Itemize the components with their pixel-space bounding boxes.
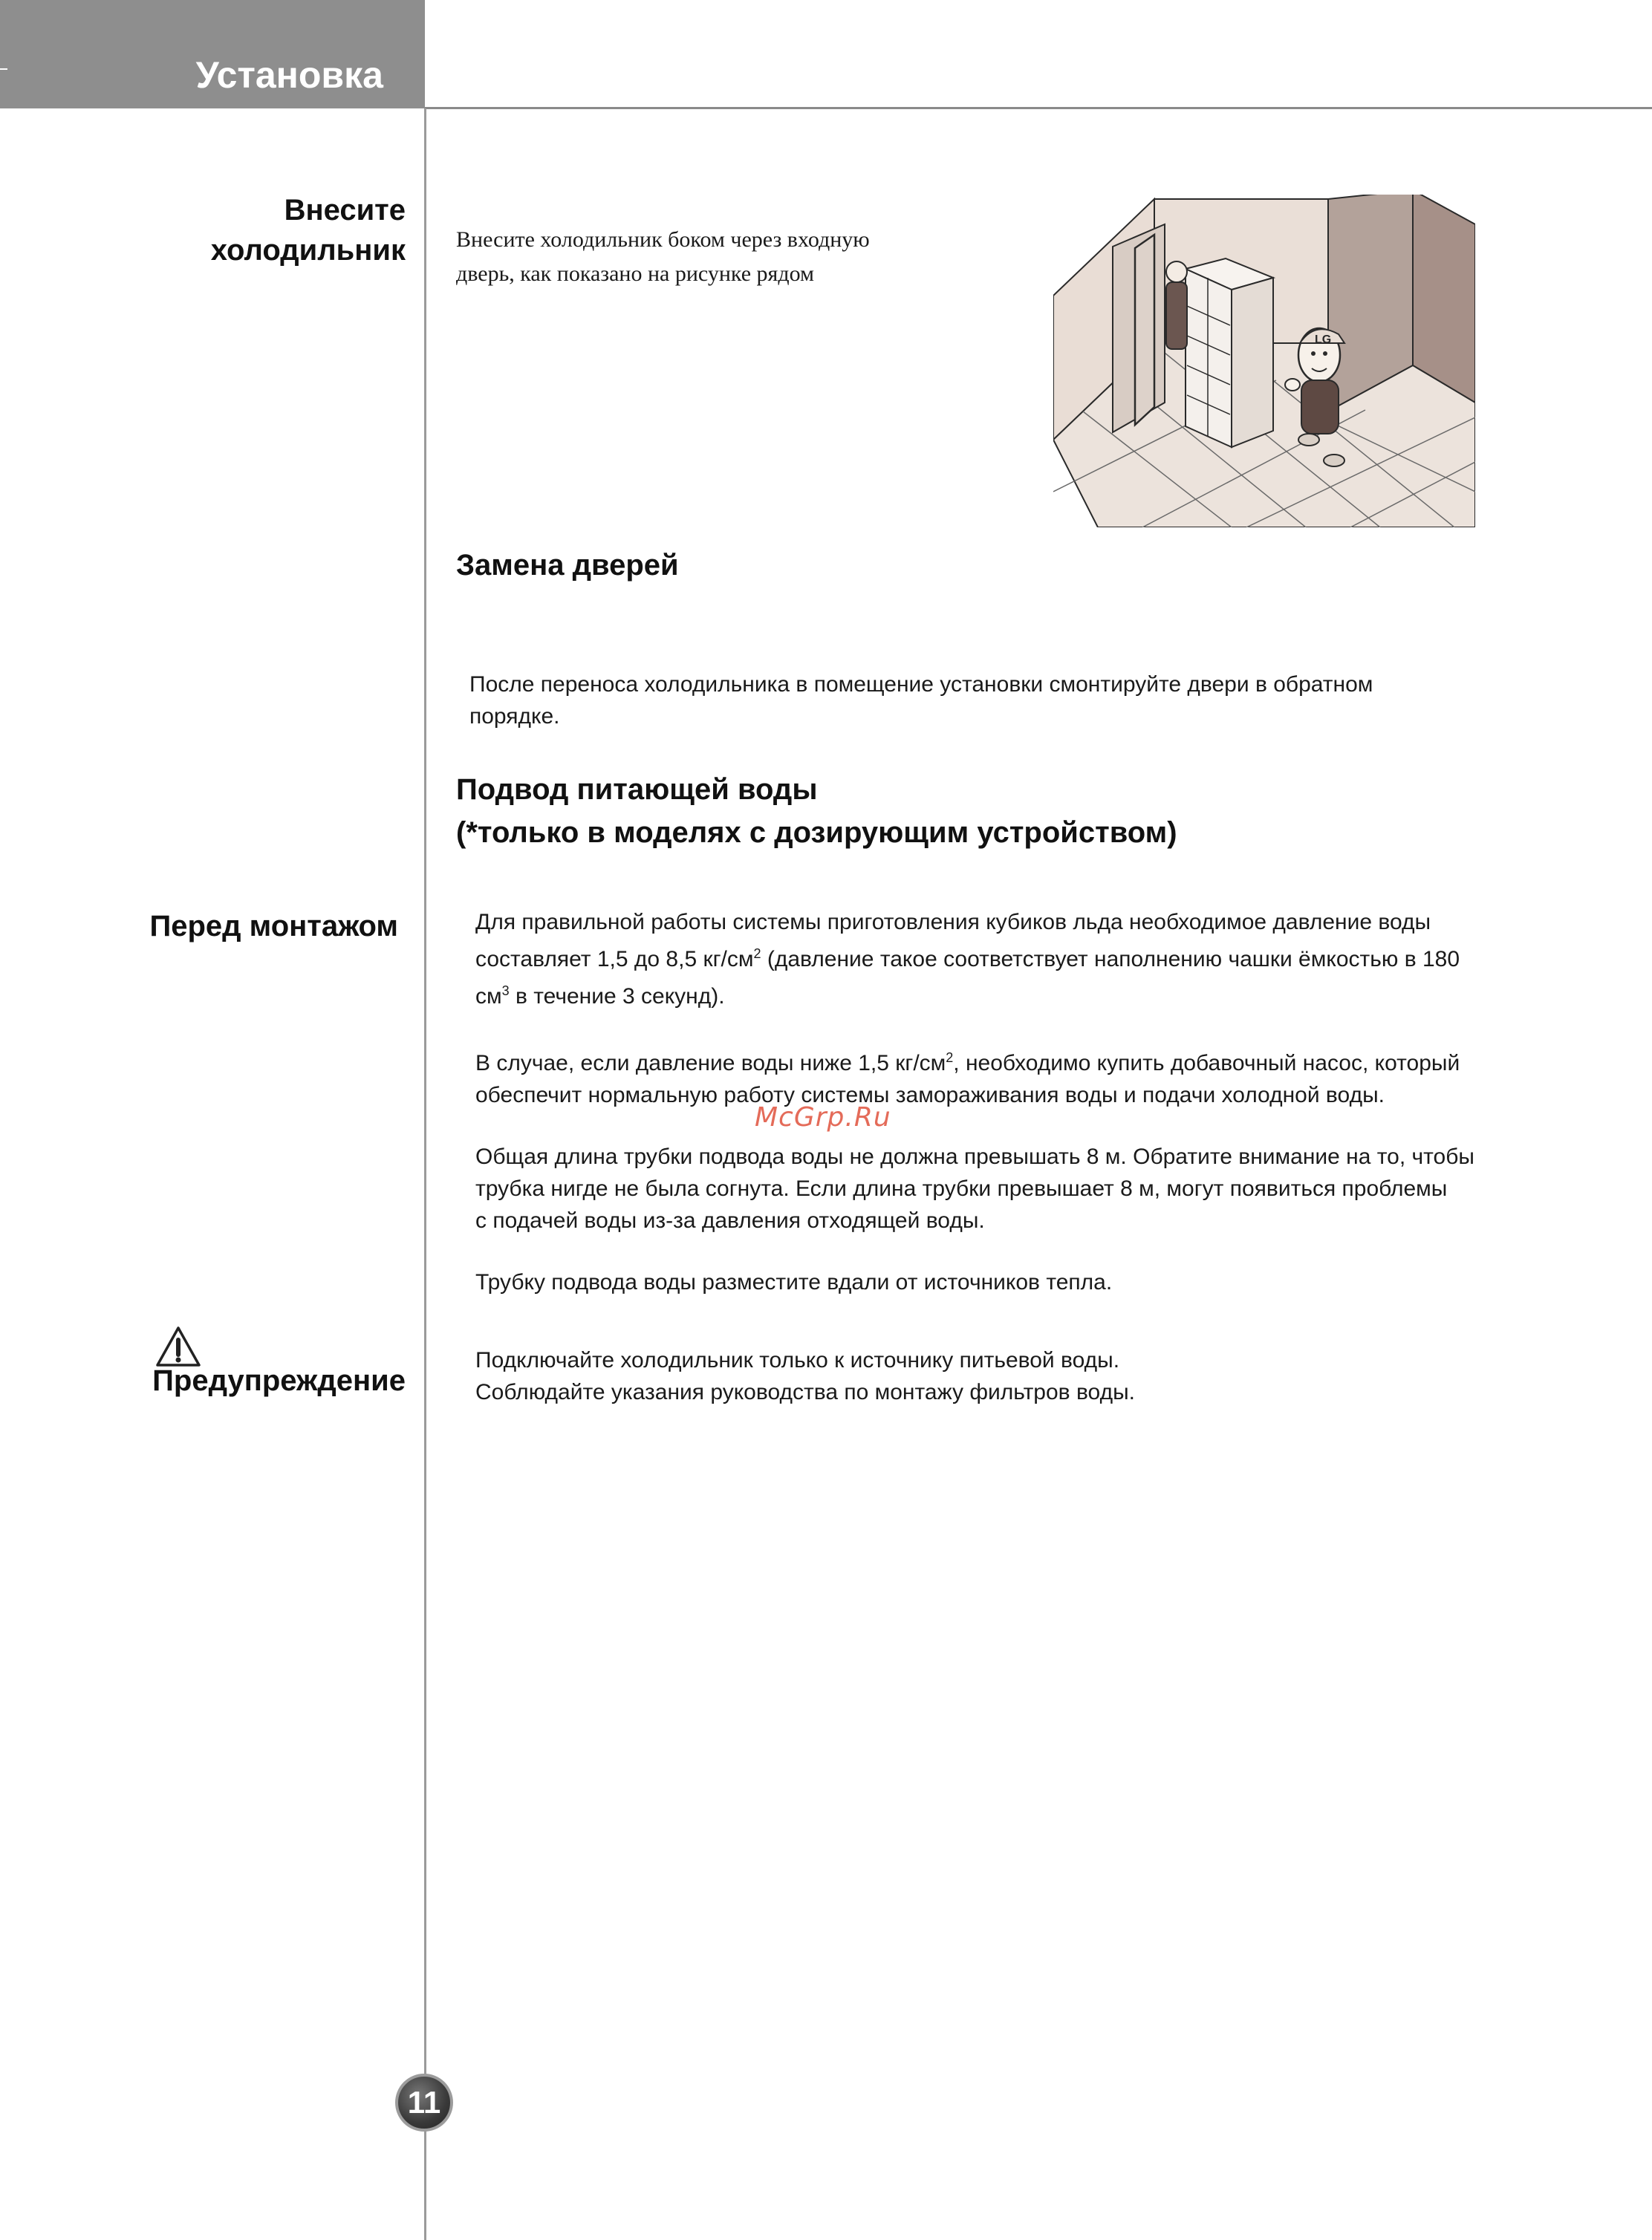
pressure-line1: Для правильной работы системы приготовления кубиков льда необходимое давление воды <box>475 910 1431 934</box>
pressure-line3-b: в течение 3 секунд). <box>509 984 725 1009</box>
warning-line2: Соблюдайте указания руководства по монтажу фильтров воды. <box>475 1380 1135 1404</box>
fridge-delivery-illustration <box>1053 195 1475 527</box>
door-change-line2: порядке. <box>469 704 560 729</box>
pressure-line2-b: (давление такое соответствует наполнению чашки ёмкостью в 180 <box>761 947 1460 971</box>
pump-line1 <box>475 1042 1619 1079</box>
superscript-2: 2 <box>753 946 761 961</box>
heat-source-paragraph: Трубку подвода воды разместите вдали от источников тепла. <box>475 1270 1113 1295</box>
bring-in-line2: дверь, как показано на рисунке рядом <box>456 261 814 286</box>
superscript-3: 3 <box>501 983 510 998</box>
pressure-line2 <box>475 938 1619 975</box>
pressure-line3 <box>475 975 1619 1012</box>
section-title: Установка <box>195 54 383 96</box>
column-divider <box>424 108 426 2240</box>
sidebar-heading-bring-in-line2: холодильник <box>210 234 406 267</box>
warning-text <box>475 1344 1619 1408</box>
tube-line2: трубка нигде не была согнута. Если длина трубки превышает 8 м, могут появиться проблемы <box>475 1176 1448 1201</box>
bring-in-text <box>456 223 1021 291</box>
warning-line1: Подключайте холодильник только к источнику питьевой воды. <box>475 1348 1120 1373</box>
pump-line2: обеспечит нормальную работу системы замораживания воды и подачи холодной воды. <box>475 1083 1385 1107</box>
header-rule <box>425 107 1652 109</box>
bring-in-line1: Внесите холодильник боком через входную <box>456 227 870 252</box>
tube-line1: Общая длина трубки подвода воды не должна превышать 8 м. Обратите внимание на то, чтобы <box>475 1145 1474 1169</box>
pump-paragraph <box>475 1042 1619 1111</box>
watermark: McGrp.Ru <box>755 1102 891 1133</box>
water-supply-body <box>475 906 1619 1328</box>
pressure-line2-a: составляет 1,5 до 8,5 кг/см <box>475 947 754 971</box>
pressure-line3-a: см <box>475 984 502 1009</box>
water-supply-heading <box>456 768 1615 854</box>
door-change-text <box>469 668 1599 732</box>
door-change-line1: После переноса холодильника в помещение установки смонтируйте двери в обратном <box>469 672 1373 697</box>
sidebar-heading-bring-in <box>186 190 406 270</box>
pump-line1-a: В случае, если давление воды ниже 1,5 кг/см <box>475 1051 946 1075</box>
sidebar-heading-before-install: Перед монтажом <box>149 910 398 942</box>
pressure-paragraph <box>475 906 1619 1012</box>
mascot-cap-logo: LG <box>1315 333 1332 346</box>
water-supply-heading-line1: Подвод питающей воды <box>456 773 818 806</box>
pump-line1-b: , необходимо купить добавочный насос, который <box>953 1051 1460 1075</box>
pump-superscript: 2 <box>946 1050 954 1065</box>
tube-length-paragraph <box>475 1141 1619 1237</box>
sidebar-heading-warning: Предупреждение <box>152 1364 406 1397</box>
sidebar-heading-bring-in-line1: Внесите <box>284 194 406 227</box>
page-number: 11 <box>395 2074 453 2132</box>
tube-line3: с подачей воды из-за давления отходящей воды. <box>475 1208 985 1233</box>
door-change-heading: Замена дверей <box>456 549 679 582</box>
water-supply-heading-line2: (*только в моделях с дозирующим устройством) <box>456 816 1177 849</box>
